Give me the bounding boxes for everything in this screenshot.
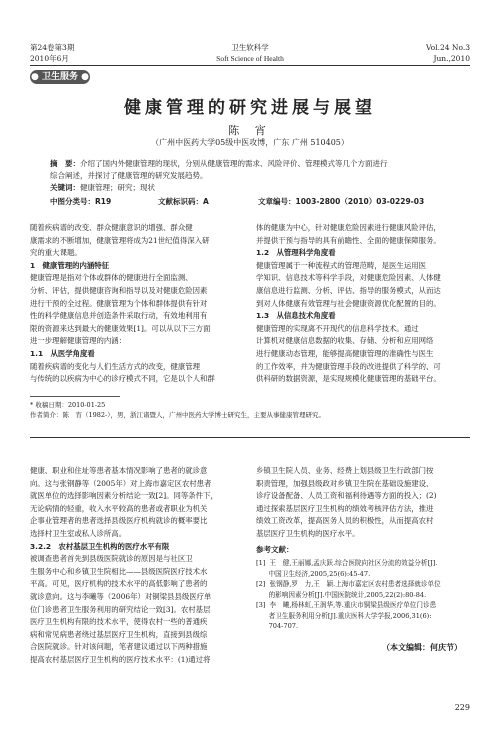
lower-left-column xyxy=(30,465,244,667)
reference-line: 者卫生服务利用分析[J].重庆医科大学学报,2006,31(6): xyxy=(256,611,432,620)
article-no-value: 1003-2800（2010）03-0229-03 xyxy=(295,197,425,206)
text-line: 到对人体健康有效管理与社会健康资源优化配置的目的。 xyxy=(256,298,441,308)
section-heading: 1.3 从信息技术角度看 xyxy=(256,311,336,321)
upper-left-column xyxy=(30,222,244,386)
text-line: 体的健康为中心，针对健康危险因素进行健康风险评估， xyxy=(256,223,441,232)
text-line: 学知识、信息技术等科学手段，对健康危险因素、人体健 xyxy=(256,273,441,283)
text-line: 病和常见病患者绕过基层医疗卫生机构，直接到县级综 xyxy=(30,629,208,639)
text-line: 进行健康动态管理，能够提高健康管理的准确性与医生 xyxy=(256,348,434,358)
reference-line: [1] 王 健,王丽娜,孟庆跃.综合医院向社区分流的效益分析[J]. xyxy=(256,559,438,567)
volume-en: Vol.24 No.3 xyxy=(425,43,470,52)
editor-note: （本文编辑：何庆节） xyxy=(382,643,462,652)
text-line: 基层医疗卫生机构的医疗水平。 xyxy=(256,528,360,538)
text-line: 的工作效率，并为健康管理手段的改进提供了科学的、可 xyxy=(256,361,441,371)
upper-right-column xyxy=(256,222,470,386)
document-code xyxy=(158,196,209,208)
section-heading: 1.2 从管理科学角度看 xyxy=(256,248,336,258)
text-line: 乡镇卫生院人员、业务、经费上划县级卫生行政部门按 xyxy=(256,466,434,475)
text-line: 随着疾病谱的改变、群众健康意识的增强、群众健 xyxy=(30,223,193,232)
clc-value: R19 xyxy=(95,197,112,206)
reference-line: 704-707. xyxy=(256,622,299,630)
text-line: 被调查患者首先到县级医院就诊的原因是与社区卫 xyxy=(30,554,193,564)
text-line: 进行干预的全过程。健康管理为个体和群体提供有针对 xyxy=(30,298,208,308)
text-line: 分析、评估，提供健康咨询和指导以及对健康危险因素 xyxy=(30,285,208,295)
abstract-text-1: 介绍了国内外健康管理的现状，分别从健康管理的需求、风险评价、管理模式等几个方面进行 xyxy=(80,159,388,168)
author-bio: 作者简介：陈 宵（1982-），男，浙江诸暨人，广州中医药大学博士研究生，主要从事健康管理研究。 xyxy=(30,411,325,419)
text-line: 平高。可见，医疗机构的技术水平的高低影响了患者的 xyxy=(30,579,208,589)
date-en: Jun.,2010 xyxy=(433,54,470,63)
abstract-text-2: 综合阐述，并探讨了健康管理的研究发展趋势。 xyxy=(50,171,208,180)
text-line: 计算机对健康信息数据的收集、存储、分析和应用网络 xyxy=(256,336,434,346)
references-list xyxy=(256,558,470,632)
text-line: 进一步理解健康管理的内涵： xyxy=(30,336,127,346)
text-line: 无论病情的轻重，收入水平较高的患者或者职业为机关 xyxy=(30,503,208,513)
author-affiliation: （广州中医药大学05级中医攻博，广东 广州 510405） xyxy=(151,138,349,147)
text-line: 健康管理属于一种流程式的管理范畴，是医生运用医 xyxy=(256,260,426,270)
header-rule xyxy=(30,65,470,66)
issue-label: 第24卷第3期 xyxy=(30,43,75,52)
text-line: 医疗卫生机构有限的技术水平，使得农村一些的普通疾 xyxy=(30,617,208,627)
doc-code-value: A xyxy=(203,197,209,206)
clc-label: 中图分类号： xyxy=(50,197,95,206)
text-line: 绩效工资改革，提高医务人员的积极性，从而提高农村 xyxy=(256,516,434,526)
text-line: 健康、职业和住址等患者基本情况影响了患者的就诊意 xyxy=(30,466,208,475)
lower-right-column xyxy=(256,465,470,541)
section-badge: ● 卫生服务 ● xyxy=(31,72,89,82)
footnote xyxy=(30,400,470,420)
text-line: 与传统的以疾病为中心的诊疗模式不同，它是以个人和群 xyxy=(30,374,215,384)
doc-code-label: 文献标识码： xyxy=(158,197,203,206)
reference-line: 的影响因素分析[J].中国医院统计,2005,22(2):80-84. xyxy=(256,590,427,599)
text-line: 通过探索基层医疗卫生机构的绩效考核评估方法，推进 xyxy=(256,503,434,513)
reference-line: [2] 张钢静,罗 力,王 颖.上海市嘉定区农村患者选择就诊单位 xyxy=(256,580,441,588)
clc-number xyxy=(50,196,111,208)
text-line: 诊疗设备配备、人员工资和福利待遇等方面的投入；(2) xyxy=(256,491,437,501)
abstract xyxy=(50,158,450,194)
date-cn: 2010年6月 xyxy=(30,54,69,63)
text-line: 究的重大课题。 xyxy=(30,248,82,258)
keywords-text: 健康管理；研究；现状 xyxy=(80,183,155,192)
page-divider xyxy=(30,437,470,438)
text-line: 健康管理是指对个体或群体的健康进行全面监测、 xyxy=(30,273,193,283)
text-line: 性的科学健康信息并创造条件采取行动，有效地利用有 xyxy=(30,311,208,321)
text-line: 向。这与张钢静等（2005年）对上海市嘉定区农村患者 xyxy=(30,478,212,488)
text-line: 限的资源来达到最大的健康效果[1]。可以从以下三方面 xyxy=(30,323,211,333)
text-line: 健康管理的实现离不开现代的信息科学技术。通过 xyxy=(256,323,419,333)
article-no-label: 文章编号： xyxy=(258,197,296,206)
page-number: 229 xyxy=(454,703,470,712)
text-line: 选择村卫生室或私人诊所高。 xyxy=(30,528,127,538)
section-heading: 1 健康管理的内涵特征 xyxy=(30,260,110,270)
text-line: 就诊意向。这与李曦等（2006年）对铜梁县县级医疗单 xyxy=(30,591,212,601)
keywords-label: 关键词： xyxy=(50,183,80,192)
text-line: 并提供干预与指导的具有前瞻性、全面的健康保障服务。 xyxy=(256,235,441,245)
section-heading: 3.2.2 农村基层卫生机构的医疗水平有限 xyxy=(30,541,170,551)
text-line: 职责管理，加强县级政对乡镇卫生院在基础设施建设、 xyxy=(256,478,434,488)
text-line: 康信息进行监测、分析、评估、指导的服务模式，从而达 xyxy=(256,285,441,295)
section-heading: 1.1 从医学角度看 xyxy=(30,348,95,358)
reference-line: 中国卫生经济,2005,25(6):45-47. xyxy=(256,569,371,578)
journal-name-en: Soft Science of Health xyxy=(216,54,284,63)
text-line: 位门诊患者卫生服务利用的研究结论一致[3]。农村基层 xyxy=(30,604,211,614)
text-line: 随着疾病谱的变化与人们生活方式的改变，健康管理 xyxy=(30,361,200,371)
article-number xyxy=(258,196,424,208)
footnote-rule xyxy=(30,396,120,397)
text-line: 供科研的数据资源，是实现规模化健康管理的基础平台。 xyxy=(256,374,441,384)
references-title: 参考文献： xyxy=(256,545,294,554)
reference-line: [3] 李 曦,杨林虹,王润华,等.重庆市铜梁县级医疗单位门诊患 xyxy=(256,601,437,609)
article-title: 健康管理的研究进展与展望 xyxy=(124,98,376,118)
received-date: * 收稿日期：2010-01-25 xyxy=(30,401,106,409)
text-line: 企事业管理者的患者选择县级医疗机构就诊的概率要比 xyxy=(30,516,208,526)
author-name: 陈 宵 xyxy=(228,124,272,137)
text-line: 生服务中心和乡镇卫生院相比——县级医院医疗技术水 xyxy=(30,566,208,576)
text-line: 康需求的不断增加，健康管理将成为21世纪值得深入研 xyxy=(30,235,210,245)
text-line: 提高农村基层医疗卫生机构的医疗技术水平：(1)通过将 xyxy=(30,654,211,664)
text-line: 合医院就诊。针对该问题，笔者建议通过以下两种措施 xyxy=(30,642,208,652)
abstract-label: 摘 要： xyxy=(50,159,80,168)
journal-name-cn: 卫生软科学 xyxy=(231,43,269,52)
text-line: 就医单位的选择影响因素分析结论一致[2]。同等条件下， xyxy=(30,491,218,501)
